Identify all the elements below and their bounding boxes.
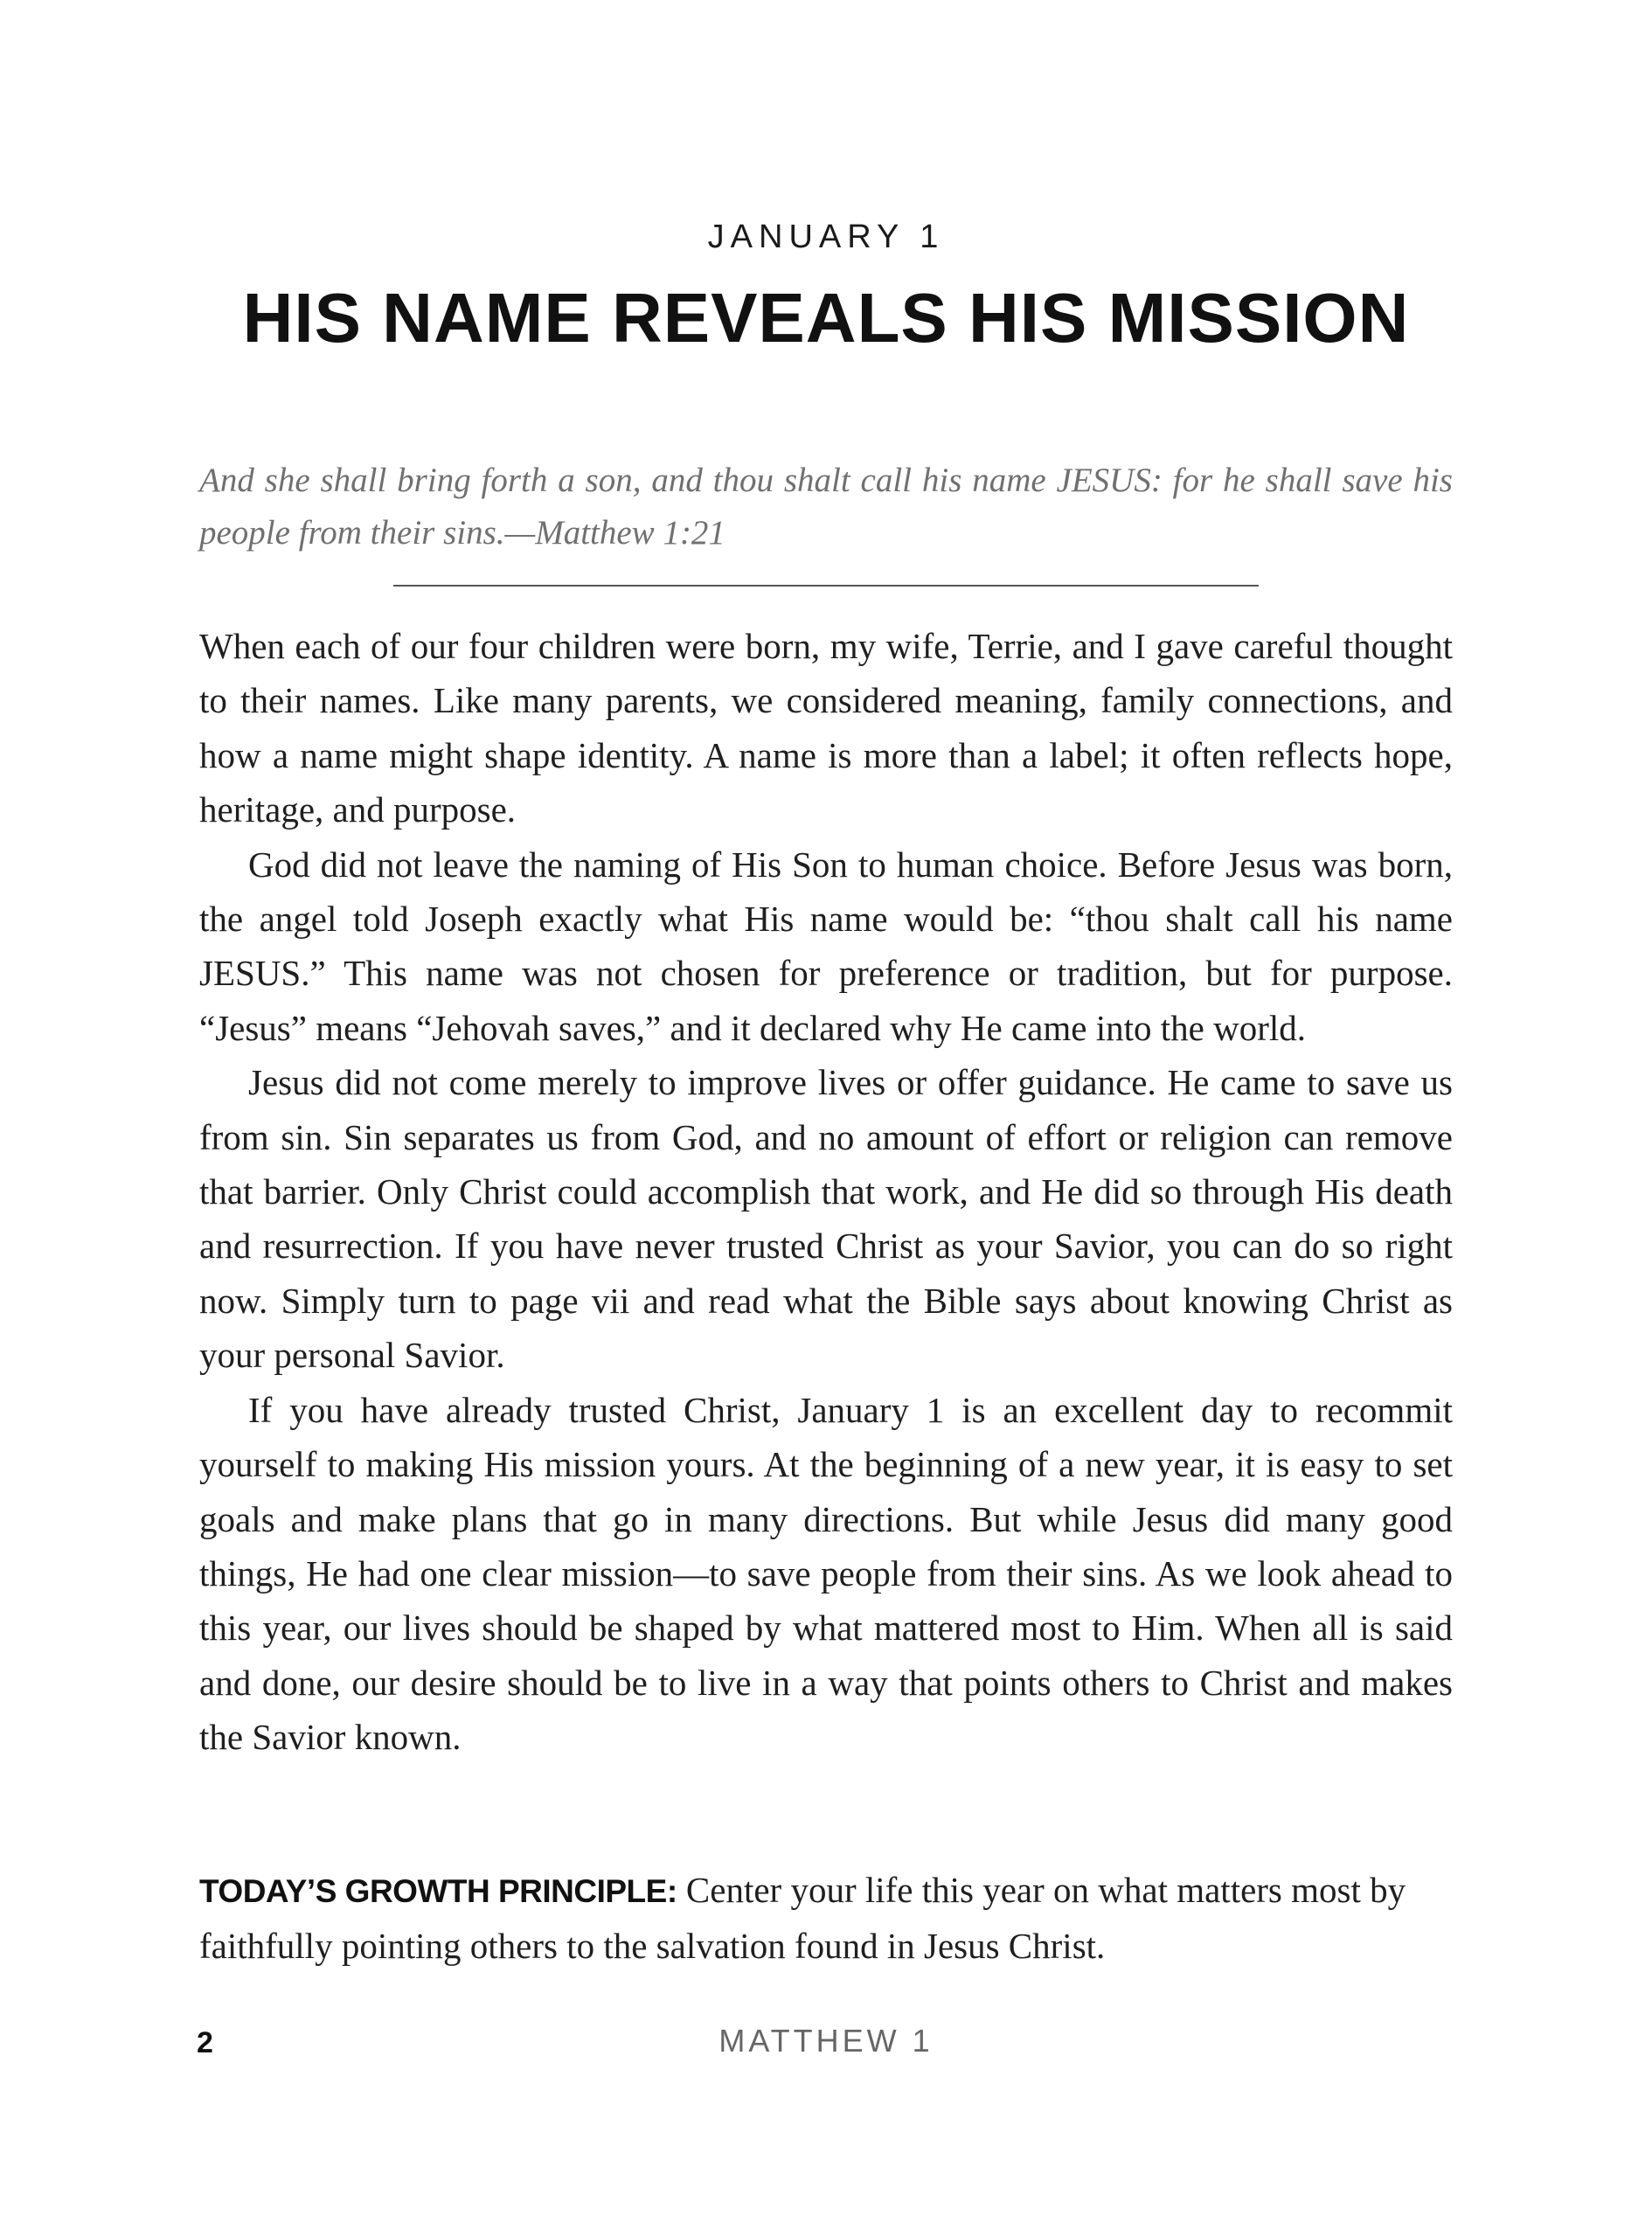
page-title: HIS NAME REVEALS HIS MISSION <box>242 279 1410 357</box>
body-paragraph: God did not leave the naming of His Son to human choice. Before Jesus was born, the angel told Joseph exactly what His name would be: “thou shalt call his name JESUS.” This name was not chosen for preference or tradition, but for purpose. “Jesus” means “Jehovah saves,” and it declared why He came into the world. <box>199 844 1453 1048</box>
growth-principle <box>199 1863 1453 1974</box>
divider-rule <box>393 585 1259 587</box>
running-footer-title: MATTHEW 1 <box>718 2023 934 2059</box>
growth-principle-label: TODAY’S GROWTH PRINCIPLE: <box>199 1873 677 1909</box>
devotional-body <box>199 619 1453 1765</box>
body-paragraph: If you have already trusted Christ, January 1 is an excellent day to recommit yourself to making His mission yours. At the beginning of a new year, it is easy to set goals and make plans that go in many directions. But while Jesus did many good things, He had one clear mission—to save people from their sins. As we look ahead to this year, our lives should be shaped by what mattered most to Him. When all is said and done, our desire should be to live in a way that points others to Christ and makes the Savior known. <box>199 1389 1453 1758</box>
scripture-verse: And she shall bring forth a son, and thou shalt call his name JESUS: for he shall save his people from their sins.—Matthew 1:21 <box>199 462 1453 552</box>
body-paragraph: When each of our four children were born, my wife, Terrie, and I gave careful thought to their names. Like many parents, we considered meaning, family connections, and how a name might shape identity. A name is more than a label; it often reflects hope, heritage, and purpose. <box>199 626 1453 830</box>
growth-principle-text: Center your life this year on what matters most by faithfully pointing others to the salvation found in Jesus Christ. <box>199 1870 1406 1967</box>
body-paragraph: Jesus did not come merely to improve lives or offer guidance. He came to save us from sin. Sin separates us from God, and no amount of effort or religion can remove that barrier. Only Christ could accomplish that work, and He did so through His death and resurrection. If you have never trusted Christ as your Savior, you can do so right now. Simply turn to page vii and read what the Bible says about knowing Christ as your personal Savior. <box>199 1062 1453 1376</box>
date-heading: JANUARY 1 <box>707 219 945 255</box>
page-number: 2 <box>197 2026 213 2059</box>
